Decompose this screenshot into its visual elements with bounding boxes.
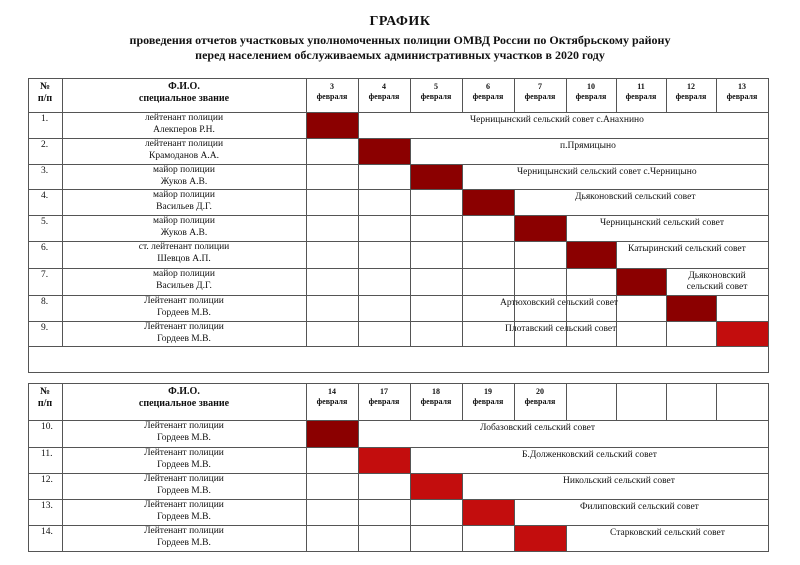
grid-line — [462, 215, 463, 241]
grid-line — [768, 241, 769, 268]
row-place: Плотавский сельский совет — [505, 324, 617, 334]
grid-line — [768, 383, 769, 420]
grid-line — [306, 321, 307, 346]
row-name: Гордеев М.В. — [157, 512, 211, 522]
schedule-cell-filled — [515, 216, 566, 241]
header-date-day: 19 — [484, 387, 492, 396]
grid-line — [410, 241, 411, 268]
header-date-day: 13 — [738, 82, 746, 91]
grid-line — [768, 346, 769, 372]
grid-line — [514, 499, 515, 525]
header-date-day: 10 — [587, 82, 595, 91]
row-number: 4. — [41, 191, 49, 201]
header-date-day: 20 — [536, 387, 544, 396]
header-date-day: 12 — [687, 82, 695, 91]
grid-line — [514, 189, 515, 215]
row-rank: Лейтенант полиции — [144, 322, 224, 332]
schedule-cell-filled — [359, 448, 410, 473]
grid-line — [462, 321, 463, 346]
grid-line — [358, 420, 359, 447]
schedule-cell-filled — [567, 242, 616, 268]
grid-line — [306, 215, 307, 241]
row-number: 14. — [41, 527, 53, 537]
row-name: Гордеев М.В. — [157, 538, 211, 548]
grid-line — [616, 241, 617, 268]
grid-line — [28, 551, 769, 552]
header-date-month: февраля — [524, 92, 556, 101]
row-name: Васильев Д.Г. — [156, 281, 212, 291]
grid-line — [358, 215, 359, 241]
row-number: 12. — [41, 475, 53, 485]
row-name: Гордеев М.В. — [157, 460, 211, 470]
schedule-cell-filled — [307, 421, 358, 447]
header-date-day: 3 — [330, 82, 334, 91]
document-title: ГРАФИК — [369, 14, 431, 29]
row-rank: Лейтенант полиции — [144, 500, 224, 510]
row-place: сельский совет — [686, 282, 748, 292]
row-rank: лейтенант полиции — [144, 139, 224, 149]
grid-line — [462, 295, 463, 321]
row-number: 7. — [41, 270, 49, 280]
grid-line — [306, 268, 307, 295]
row-number: 8. — [41, 297, 49, 307]
header-date-day: 5 — [434, 82, 438, 91]
schedule-cell-filled — [463, 190, 514, 215]
grid-line — [306, 499, 307, 525]
grid-line — [768, 189, 769, 215]
header-number-sub: п/п — [37, 93, 53, 104]
grid-line — [768, 78, 769, 112]
header-date-month: февраля — [368, 92, 400, 101]
row-rank: Лейтенант полиции — [144, 526, 224, 536]
grid-line — [768, 525, 769, 551]
header-rank: специальное звание — [138, 93, 230, 104]
grid-line — [462, 268, 463, 295]
row-place: Артюховский сельский совет — [500, 298, 619, 308]
grid-line — [306, 473, 307, 499]
schedule-cell-filled — [359, 139, 410, 164]
grid-line — [28, 420, 29, 447]
grid-line — [666, 321, 667, 346]
row-rank: лейтенант полиции — [144, 113, 224, 123]
grid-line — [28, 241, 29, 268]
row-place: Дьяконовский — [688, 271, 746, 281]
grid-line — [768, 321, 769, 346]
grid-line — [358, 473, 359, 499]
row-rank: майор полиции — [153, 190, 215, 200]
grid-line — [28, 164, 29, 189]
grid-line — [28, 447, 29, 473]
grid-line — [410, 138, 411, 164]
grid-line — [28, 321, 29, 346]
grid-line — [768, 420, 769, 447]
document-subtitle-line1: проведения отчетов участковых уполномоченных полиции ОМВД России по Октябрьскому району — [129, 33, 671, 47]
row-place: Черницынский сельский совет с.Анахнино — [470, 115, 644, 125]
grid-line — [28, 78, 769, 79]
grid-line — [358, 499, 359, 525]
row-rank: Лейтенант полиции — [144, 421, 224, 431]
grid-line — [28, 268, 29, 295]
grid-line — [358, 295, 359, 321]
grid-line — [28, 372, 769, 373]
header-date-month: февраля — [316, 397, 348, 406]
header-date-day: 14 — [328, 387, 336, 396]
header-date-month: февраля — [420, 92, 452, 101]
grid-line — [358, 268, 359, 295]
row-rank: Лейтенант полиции — [144, 296, 224, 306]
header-date-month: февраля — [726, 92, 758, 101]
row-number: 13. — [41, 501, 53, 511]
grid-line — [768, 295, 769, 321]
grid-line — [358, 321, 359, 346]
row-number: 6. — [41, 243, 49, 253]
schedule-cell-filled — [717, 322, 768, 346]
row-place: Лобазовский сельский совет — [480, 423, 596, 433]
grid-line — [28, 473, 29, 499]
row-name: Шевцов А.П. — [157, 254, 211, 264]
header-date-day: 4 — [382, 82, 386, 91]
header-date-month: февраля — [472, 92, 504, 101]
grid-line — [28, 112, 29, 138]
grid-line — [410, 447, 411, 473]
grid-line — [306, 295, 307, 321]
grid-line — [768, 215, 769, 241]
row-rank: Лейтенант полиции — [144, 474, 224, 484]
grid-line — [28, 138, 29, 164]
row-place: Дьяконовский сельский совет — [575, 192, 696, 202]
grid-line — [28, 346, 769, 347]
grid-line — [358, 164, 359, 189]
row-place: п.Прямицыно — [560, 141, 616, 151]
header-rank: специальное звание — [138, 398, 230, 409]
header-date-month: февраля — [368, 397, 400, 406]
schedule-cell-filled — [307, 113, 358, 138]
grid-line — [768, 164, 769, 189]
row-name: Гордеев М.В. — [157, 308, 211, 318]
grid-line — [306, 138, 307, 164]
grid-line — [306, 241, 307, 268]
row-place: Старковский сельский совет — [610, 528, 725, 538]
grid-line — [358, 241, 359, 268]
grid-line — [768, 499, 769, 525]
grid-line — [28, 215, 29, 241]
row-place: Филиповский сельский совет — [580, 502, 699, 512]
row-place: Черницынский сельский совет — [600, 218, 724, 228]
row-number: 3. — [41, 166, 49, 176]
header-date-day: 11 — [637, 82, 645, 91]
grid-line — [410, 321, 411, 346]
grid-line — [410, 525, 411, 551]
grid-line — [28, 346, 29, 372]
row-number: 10. — [41, 422, 53, 432]
grid-line — [306, 525, 307, 551]
row-number: 5. — [41, 217, 49, 227]
header-date-month: февраля — [420, 397, 452, 406]
grid-line — [566, 215, 567, 241]
header-number: № — [39, 81, 51, 92]
grid-line — [410, 499, 411, 525]
row-number: 9. — [41, 323, 49, 333]
row-number: 11. — [41, 449, 53, 459]
grid-line — [462, 164, 463, 189]
grid-line — [462, 473, 463, 499]
grid-line — [666, 383, 667, 420]
schedule-cell-filled — [617, 269, 666, 295]
header-date-month: февраля — [575, 92, 607, 101]
header-date-month: февраля — [524, 397, 556, 406]
row-name: Жуков А.В. — [160, 177, 208, 187]
row-rank: майор полиции — [153, 269, 215, 279]
header-date-day: 7 — [538, 82, 542, 91]
row-name: Васильев Д.Г. — [156, 202, 212, 212]
grid-line — [410, 189, 411, 215]
row-place: Никольский сельский совет — [563, 476, 675, 486]
grid-line — [716, 383, 717, 420]
grid-line — [616, 383, 617, 420]
schedule-cell-filled — [463, 500, 514, 525]
row-name: Жуков А.В. — [160, 228, 208, 238]
grid-line — [410, 215, 411, 241]
row-number: 1. — [41, 114, 49, 124]
header-date-day: 17 — [380, 387, 388, 396]
row-name: Крамоданов А.А. — [148, 151, 219, 161]
grid-line — [768, 473, 769, 499]
header-date-month: февраля — [625, 92, 657, 101]
grid-line — [306, 164, 307, 189]
schedule-cell-filled — [515, 526, 566, 551]
grid-line — [306, 189, 307, 215]
grid-line — [566, 525, 567, 551]
schedule-cell-filled — [411, 165, 462, 189]
grid-line — [768, 268, 769, 295]
row-place: Черницынский сельский совет с.Черницыно — [517, 167, 697, 177]
grid-line — [514, 241, 515, 268]
grid-line — [358, 112, 359, 138]
grid-line — [28, 189, 29, 215]
schedule-cell-filled — [411, 474, 462, 499]
grid-line — [566, 268, 567, 295]
header-name: Ф.И.О. — [168, 81, 200, 92]
grid-line — [28, 525, 29, 551]
row-name: Гордеев М.В. — [157, 486, 211, 496]
grid-line — [514, 268, 515, 295]
document-subtitle-line2: перед населением обслуживаемых административных участков в 2020 году — [195, 48, 605, 62]
grid-line — [462, 241, 463, 268]
grid-line — [462, 525, 463, 551]
header-name: Ф.И.О. — [168, 386, 200, 397]
grid-line — [358, 525, 359, 551]
grid-line — [410, 295, 411, 321]
header-date-month: февраля — [472, 397, 504, 406]
row-rank: Лейтенант полиции — [144, 448, 224, 458]
grid-line — [28, 499, 29, 525]
header-date-day: 6 — [486, 82, 490, 91]
grid-line — [566, 383, 567, 420]
grid-line — [768, 138, 769, 164]
row-name: Алекперов Р.Н. — [153, 125, 215, 135]
schedule-cell-filled — [667, 296, 716, 321]
grid-line — [306, 447, 307, 473]
grid-line — [410, 268, 411, 295]
row-name: Гордеев М.В. — [157, 334, 211, 344]
header-date-month: февраля — [675, 92, 707, 101]
row-rank: майор полиции — [153, 165, 215, 175]
header-date-day: 18 — [432, 387, 440, 396]
row-rank: ст. лейтенант полиции — [138, 242, 230, 252]
header-number-sub: п/п — [37, 398, 53, 409]
row-place: Б.Долженковский сельский совет — [522, 450, 657, 460]
grid-line — [28, 295, 29, 321]
row-rank: майор полиции — [153, 216, 215, 226]
header-date-month: февраля — [316, 92, 348, 101]
row-name: Гордеев М.В. — [157, 433, 211, 443]
header-number: № — [39, 386, 51, 397]
grid-line — [716, 295, 717, 321]
row-number: 2. — [41, 140, 49, 150]
grid-line — [768, 112, 769, 138]
grid-line — [358, 189, 359, 215]
grid-line — [768, 447, 769, 473]
grid-line — [28, 383, 769, 384]
row-place: Катыринский сельский совет — [628, 244, 746, 254]
